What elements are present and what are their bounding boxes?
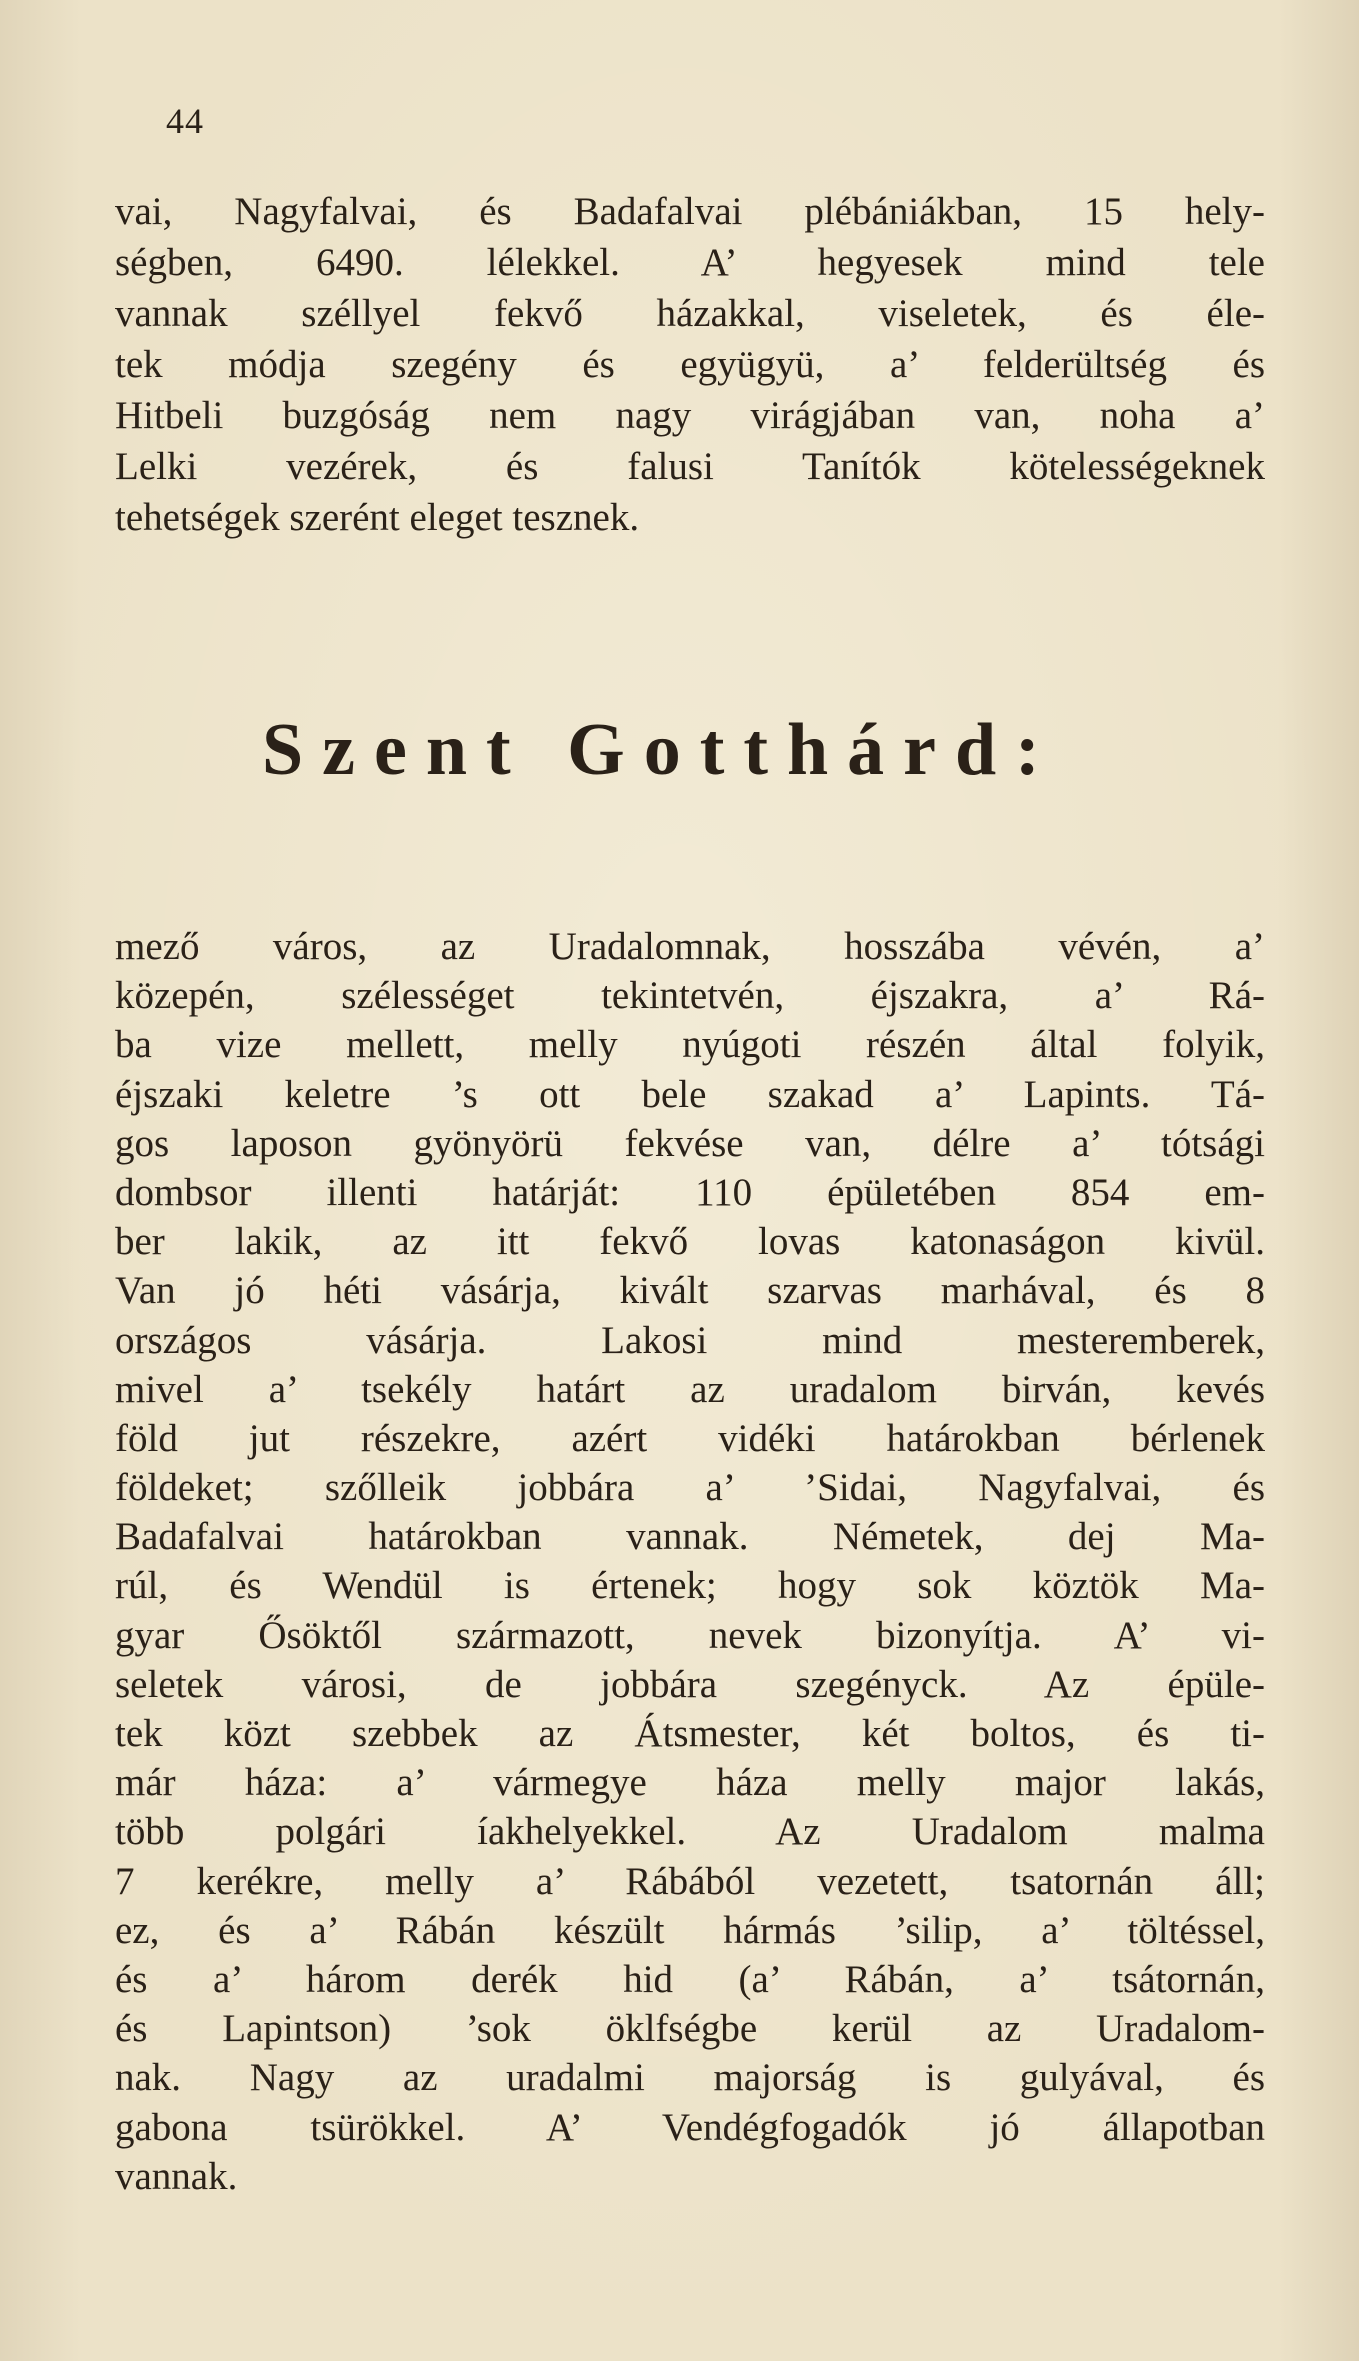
text-line: mező város, az Uradalomnak, hosszába vévén, a’ [115, 925, 1265, 968]
text-line: közepén, szélességet tekintetvén, éjszakra, a’ Rá- [115, 974, 1265, 1018]
text-line: és a’ három derék hid (a’ Rábán, a’ tsátornán, [115, 1957, 1265, 2001]
text-line: már háza: a’ vármegye háza melly major lakás, [115, 1761, 1265, 1805]
text-line: éjszaki keletre ’s ott bele szakad a’ Lapints. Tá- [115, 1072, 1265, 1116]
section-heading: Szent Gotthárd: [262, 709, 1059, 791]
page-number: 44 [166, 101, 204, 141]
text-line: Lelki vezérek, és falusi Tanítók kötelességeknek [115, 445, 1265, 488]
intro-paragraph [115, 186, 1265, 543]
text-line: mivel a’ tsekély határt az uradalom birván, kevés [115, 1367, 1265, 1411]
text-line: föld jut részekre, azért vidéki határokban bérlenek [115, 1416, 1265, 1460]
text-line: Van jó héti vásárja, kivált szarvas marhával, és 8 [115, 1269, 1265, 1313]
text-line: seletek városi, de jobbára szegényck. Az épüle- [115, 1662, 1265, 1706]
text-line: vannak. [115, 2154, 238, 2198]
text-line: gabona tsürökkel. A’ Vendégfogadók jó állapotban [115, 2105, 1265, 2149]
text-line: tek közt szebbek az Átsmester, két boltos, és ti- [115, 1712, 1265, 1755]
text-line: tek módja szegény és együgyü, a’ felderültség és [115, 343, 1265, 386]
text-line: és Lapintson) ’sok öklfségbe kerül az Uradalom- [115, 2007, 1265, 2051]
text-line: gyar Ősöktől származott, nevek bizonyítja. A’ vi- [115, 1613, 1265, 1657]
text-line: gos laposon gyönyörü fekvése van, délre a’ tótsági [115, 1121, 1265, 1165]
body-paragraph [115, 922, 1265, 2201]
text-line: nak. Nagy az uradalmi majorság is gulyával, és [115, 2056, 1265, 2100]
text-line: ez, és a’ Rábán készült hármás ’silip, a’ töltéssel, [115, 1908, 1265, 1952]
text-line: ba vize mellett, melly nyúgoti részén által folyik, [115, 1023, 1265, 1067]
text-line: tehetségek szerént eleget tesznek. [115, 496, 640, 539]
text-line: földeket; szőlleik jobbára a’ ’Sidai, Nagyfalvai, és [115, 1466, 1265, 1510]
text-line: vai, Nagyfalvai, és Badafalvai plébániákban, 15 hely- [115, 190, 1265, 233]
text-line: vannak széllyel fekvő házakkal, viseletek, és éle- [115, 292, 1265, 335]
text-line: több polgári íakhelyekkel. Az Uradalom malma [115, 1810, 1265, 1854]
text-line: rúl, és Wendül is értenek; hogy sok köztök Ma- [115, 1564, 1265, 1608]
text-line: ségben, 6490. lélekkel. A’ hegyesek mind tele [115, 241, 1265, 284]
text-line: ber lakik, az itt fekvő lovas katonaságon kivül. [115, 1220, 1265, 1264]
text-line: Hitbeli buzgóság nem nagy virágjában van, noha a’ [115, 394, 1265, 437]
text-line: országos vásárja. Lakosi mind mesteremberek, [115, 1318, 1265, 1362]
text-line: 7 kerékre, melly a’ Rábából vezetett, tsatornán áll; [115, 1859, 1265, 1903]
text-line: dombsor illenti határját: 110 épületében 854 em- [115, 1170, 1265, 1214]
text-line: Badafalvai határokban vannak. Németek, dej Ma- [115, 1515, 1265, 1559]
